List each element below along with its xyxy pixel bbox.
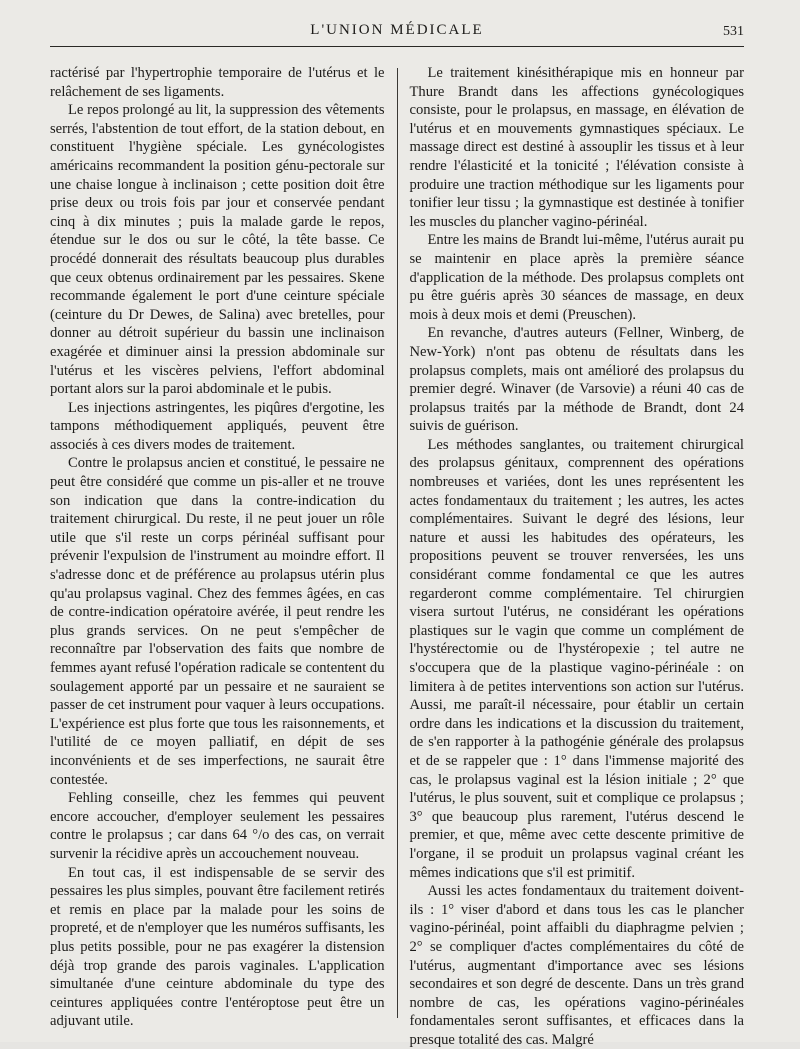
paragraph: Les méthodes sanglantes, ou traitement chirurgical des prolapsus génitaux, comprennent des opérations nombreuses et variées, dont les unes représentent les actes fondamentaux du traitement ; les autres, les actes complémentaires. Suivant le degré des lésions, leur nature et aussi les habitudes des opérateurs, les propositions peuvent se trouver renversées, les uns considérant comme fondamental ce que les autres regarderont comme complémentaire. Tel chirurgien visera surtout l'utérus, ne considérant les opérations plastiques sur le vagin que comme un complément de l'hystérectomie ou de l'hystéropexie ; tel autre ne s'occupera que de la plastique vagino-périnéale : on limitera à de petites interventions son action sur l'utérus. Aussi, me paraît-il nécessaire, pour établir un certain ordre dans les indications et la discussion du traitement, de s'en rapporter à la pathogénie générale des prolapsus et de se rappeler que : 1° dans l'immense majorité des cas, le prolapsus vaginal est la lésion initiale ; 2° que l'utérus, le plus souvent, suit et complique ce prolapsus ; 3° que beaucoup plus rarement, l'utérus descend le premier, et que, même avec cette descente primitive de l'organe, il se produit un prolapsus vaginal créant les mêmes indications que s'il est primitif. <box>409 436 744 881</box>
page-number: 531 <box>723 24 744 39</box>
paragraph: ractérisé par l'hypertrophie temporaire de l'utérus et le relâchement de ses ligaments. <box>50 65 385 100</box>
paragraph: En tout cas, il est indispensable de se servir des pessaires les plus simples, pouvant être facilement retirés et remis en place par la malade pour les soins de propreté, et de n'employer que les numéros suffisants, les plus petits possible, pour ne pas exagérer la distension déjà trop grande des parois vaginales. L'application simultanée d'une ceinture abdominale du type des ceintures appliquées contre l'entéroptose peut être un adjuvant utile. <box>50 864 385 1030</box>
paragraph: Entre les mains de Brandt lui-même, l'utérus aurait pu se maintenir en place après la première séance d'application de la méthode. Des prolapsus complets ont pu être guéris après 30 séances de massage, en deux mois à deux mois et demi (Preuschen). <box>409 232 744 323</box>
page-header <box>50 22 744 47</box>
paragraph: Fehling conseille, chez les femmes qui peuvent encore accoucher, d'employer seulement les pessaires contre le prolapsus ; car dans 64 °/o des cas, on verrait survenir la récidive après un accouchement nouveau. <box>50 790 385 862</box>
paragraph: Le repos prolongé au lit, la suppression des vêtements serrés, l'abstention de tout effort, de la station debout, en constituent l'hygiène spéciale. Les gynécologistes américains recommandent la position génu-pectorale sur une chaise longue à inclinaison ; cette position doit être prise deux ou trois fois par jour et conservée pendant cinq à dix minutes ; puis la malade garde le repos, étendue sur le dos ou sur le côté, la tête basse. Ce procédé donnerait des résultats beaucoup plus durables que ceux obtenus ordinairement par les pessaires. Skene recommande également le port d'une ceinture spéciale (ceinture du Dr Dewes, de Salina) avec bretelles, pour donner au détroit supérieur du bassin une inclinaison exagérée et diminuer ainsi la pression abdominale sur l'utérus et les viscères pelviens, l'effort abdominal portant alors sur la paroi abdominale et le pubis. <box>50 102 385 398</box>
paragraph: Contre le prolapsus ancien et constitué, le pessaire ne peut être considéré que comme un pis-aller et ne trouve son indication que dans la contre-indication du traitement chirurgical. Du reste, il ne peut jouer un rôle utile que s'il reste un corps périnéal suffisant pour prévenir l'expulsion de l'instrument au moindre effort. Il s'adresse donc et de préférence au prolapsus utérin plus qu'au prolapsus vaginal. Chez des femmes âgées, en cas de contre-indication opératoire avérée, il peut rendre les plus grands services. On ne peut s'empêcher de reconnaître par l'observation des faits que nombre de femmes ayant refusé l'opération radicale se contentent du soulagement apporté par un pessaire et ne sauraient se passer de cet instrument pour vaquer à leurs occupations. L'expérience est plus forte que tous les raisonnements, et l'utilité de ce moyen palliatif, en dépit de ses inconvénients et de ses imperfections, ne saurait être contestée. <box>50 455 385 788</box>
paragraph: Aussi les actes fondamentaux du traitement doivent-ils : 1° viser d'abord et dans tous les cas le plancher vagino-périnéal, point affaibli du diaphragme pelvien ; 2° se compliquer d'actes complémentaires du côté de l'utérus, augmentant d'importance avec ses lésions secondaires et son degré de descente. Dans un très grand nombre de cas, les opérations vagino-périnéales fondamentales seront suffisantes, et efficaces dans la presque totalité des cas. Malgré <box>409 883 744 1048</box>
text-columns <box>50 64 744 1048</box>
left-column <box>50 64 397 1030</box>
paragraph: En revanche, d'autres auteurs (Fellner, Winberg, de New-York) n'ont pas obtenu de résultats dans les prolapsus complets, mais ont amélioré des prolapsus du premier degré. Winaver (de Varsovie) a réuni 40 cas de prolapsus traités par la méthode de Brandt, dont 24 suivis de guérison. <box>409 325 744 435</box>
paragraph: Les injections astringentes, les piqûres d'ergotine, les tampons méthodiquement appliqués, peuvent être associés à ces divers modes de traitement. <box>50 399 385 453</box>
paragraph: Le traitement kinésithérapique mis en honneur par Thure Brandt dans les affections gynécologiques consiste, pour le prolapsus, en massage, en élévation de l'utérus et en mouvements gymnastiques spéciaux. Le massage direct est destiné à assouplir les tissus et à leur rendre l'élasticité et la tonicité ; l'élévation consiste à produire une traction méthodique sur les ligaments pour tonifier leur tissu ; la gymnastique est destinée à tonifier les muscles du plancher vagino-périnéal. <box>409 65 744 230</box>
right-column <box>398 64 745 1048</box>
running-title: L'UNION MÉDICALE <box>310 22 484 38</box>
